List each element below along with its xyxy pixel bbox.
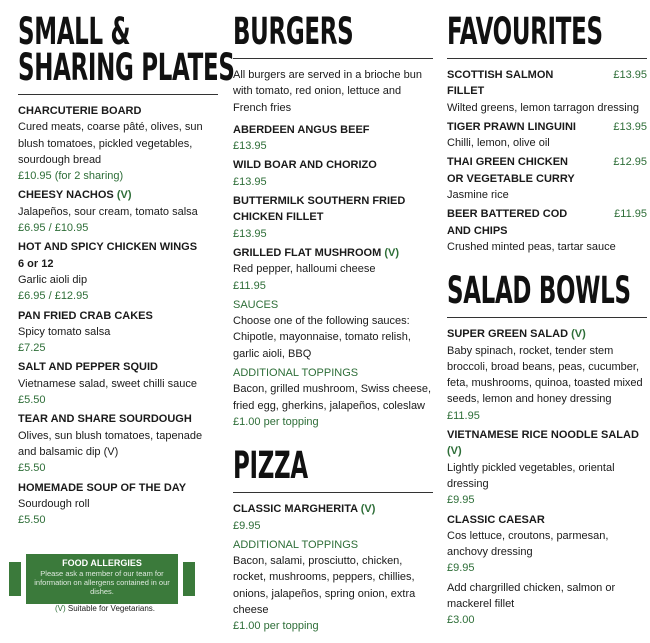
item-name: SUPER GREEN SALAD: [447, 328, 569, 341]
item-price: £5.50: [18, 514, 46, 527]
item-name: SCOTTISH SALMON FILLET: [447, 69, 554, 98]
item-description: Bacon, grilled mushroom, Swiss cheese, fried egg, gherkins, jalapeños, coleslaw: [233, 383, 432, 412]
item-name: PAN FRIED CRAB CAKES: [18, 309, 153, 322]
item-name: HOT AND SPICY CHICKEN WINGS: [18, 241, 198, 254]
item-price: £1.00 per topping: [233, 620, 319, 633]
item-description: Wilted greens, lemon tarragon dressing: [447, 101, 639, 114]
item-description: Spicy tomato salsa: [18, 325, 111, 338]
menu-item: [447, 427, 647, 508]
item-name-line: [233, 193, 433, 226]
menu-item: [233, 157, 433, 190]
item-name: VIETNAMESE RICE NOODLE SALAD: [447, 429, 639, 442]
menu-item: [447, 512, 647, 577]
item-name-line: [233, 245, 433, 261]
item-description: Crushed minted peas, tartar sauce: [447, 240, 616, 253]
item-price: £9.95: [447, 494, 475, 507]
menu-item: [233, 297, 433, 362]
menu-item: [18, 411, 218, 476]
item-header: [447, 119, 647, 135]
item-description: Lightly pickled vegetables, oriental dressing: [447, 461, 615, 490]
ribbon-tail-right: [183, 562, 195, 596]
item-price: £11.95: [447, 409, 480, 422]
vegetarian-mark: (V): [384, 246, 400, 259]
section-heading: [233, 444, 433, 493]
item-description: Jalapeños, sour cream, tomato salsa: [18, 205, 198, 218]
item-header: [447, 154, 647, 187]
food-allergies-banner: [9, 554, 195, 604]
item-name-line: [447, 427, 647, 460]
item-name: CLASSIC MARGHERITA: [233, 503, 358, 516]
item-description: Red pepper, halloumi cheese: [233, 263, 376, 276]
item-description: Cured meats, coarse pâté, olives, sun blush tomatoes, pickled vegetables, sourdough bread: [18, 121, 203, 166]
item-description: Sourdough roll: [18, 497, 90, 510]
section-title-line: SMALL &: [18, 10, 131, 53]
item-price: £9.95: [447, 562, 475, 575]
menu-section: [447, 10, 647, 255]
item-name: SALT AND PEPPER SQUID: [18, 361, 158, 374]
item-subheading: SAUCES: [233, 298, 279, 311]
item-name: ABERDEEN ANGUS BEEF: [233, 123, 370, 136]
menu-item: [447, 326, 647, 424]
item-subheading: ADDITIONAL TOPPINGS: [233, 538, 359, 551]
menu-item: [18, 187, 218, 236]
column-1: [18, 10, 235, 531]
section-title-line: SHARING PLATES: [18, 46, 235, 89]
menu-item: [447, 580, 647, 629]
section-title-line: BURGERS: [233, 10, 354, 53]
item-price: £13.95: [613, 120, 647, 133]
item-description: Chilli, lemon, olive oil: [447, 137, 550, 150]
item-price: £11.95: [614, 208, 647, 221]
item-name-line: [18, 308, 218, 324]
item-price: £6.95 / £12.95: [18, 290, 89, 303]
menu-section: [447, 269, 647, 628]
column-2: [233, 10, 433, 638]
item-name: WILD BOAR AND CHORIZO: [233, 159, 377, 172]
item-name-line: [18, 239, 218, 255]
allergy-title: FOOD ALLERGIES: [62, 558, 142, 568]
item-name-line: [233, 122, 433, 138]
menu-item: [233, 501, 433, 534]
item-name-line: [447, 326, 647, 342]
item-price: £11.95: [233, 279, 266, 292]
item-subheading: ADDITIONAL TOPPINGS: [233, 367, 359, 380]
menu-item: [18, 103, 218, 184]
veg-mark: (V): [54, 604, 66, 613]
item-description: Olives, sun blush tomatoes, tapenade and balsamic dip (V): [18, 429, 203, 458]
allergy-text: Please ask a member of our team for information on allergens contained in our dishes.: [34, 569, 170, 596]
section-heading: [233, 10, 433, 59]
item-name: BUTTERMILK SOUTHERN FRIED CHICKEN FILLET: [233, 195, 406, 224]
item-header: [447, 206, 647, 239]
item-name: CHEESY NACHOS: [18, 189, 114, 202]
item-price: £13.95: [233, 175, 267, 188]
item-name-line: [447, 512, 647, 528]
item-description: Cos lettuce, croutons, parmesan, anchovy dressing: [447, 529, 609, 559]
section-heading: [447, 10, 647, 59]
item-name: GRILLED FLAT MUSHROOM: [233, 246, 382, 259]
item-price: £13.95: [233, 227, 267, 240]
item-description: Jasmine rice: [447, 189, 509, 202]
item-name: HOMEMADE SOUP OF THE DAY: [18, 481, 187, 494]
item-name: CHARCUTERIE BOARD: [18, 105, 142, 117]
vegetarian-mark: (V): [571, 328, 586, 341]
item-description: Vietnamese salad, sweet chilli sauce: [18, 377, 197, 390]
item-name: THAI GREEN CHICKEN OR VEGETABLE CURRY: [447, 156, 575, 185]
menu-item: [18, 480, 218, 529]
section-intro: All burgers are served in a brioche bun with tomato, red onion, lettuce and French fries: [233, 69, 422, 114]
section-title-line: SALAD BOWLS: [447, 269, 631, 313]
menu-item: [18, 308, 218, 357]
item-price: £9.95: [233, 519, 261, 532]
menu-item: [233, 537, 433, 635]
vegetarian-mark: (V): [116, 189, 132, 202]
item-header: [447, 67, 647, 100]
menu-section: [18, 10, 235, 528]
item-name: CLASSIC CAESAR: [447, 513, 545, 526]
item-description: Add chargrilled chicken, salmon or mackerel fillet: [447, 581, 616, 611]
item-price: £10.95 (for 2 sharing): [18, 170, 124, 183]
menu-item: [233, 193, 433, 242]
menu-item: [447, 154, 647, 203]
item-price: £5.50: [18, 394, 46, 407]
menu-item: [233, 245, 433, 294]
menu-section: [233, 10, 433, 430]
menu-item: [18, 239, 218, 304]
menu-item: [233, 365, 433, 430]
section-title-line: PIZZA: [233, 444, 308, 488]
menu-item: [447, 67, 647, 116]
ribbon-tail-left: [9, 562, 21, 596]
item-description: Garlic aioli dip: [18, 273, 88, 286]
item-name: TEAR AND SHARE SOURDOUGH: [18, 413, 192, 426]
section-title-line: FAVOURITES: [447, 10, 603, 53]
item-name: BEER BATTERED COD AND CHIPS: [447, 208, 568, 237]
item-name-line: [18, 480, 218, 496]
item-name: TIGER PRAWN LINGUINI: [447, 120, 576, 133]
item-name-line: [233, 501, 433, 517]
item-name-line: [18, 103, 218, 119]
veg-note-text: Suitable for Vegetarians.: [65, 604, 156, 613]
menu-item: [447, 206, 647, 255]
item-price: £5.50: [18, 462, 46, 475]
item-name-line: [18, 359, 218, 375]
item-name-line: [18, 187, 218, 203]
item-description: Baby spinach, rocket, tender stem broccoli, broad beans, peas, cucumber, feta, mushrooms, quinoa, toasted mixed seeds, lemon and honey dressing: [447, 344, 643, 406]
item-price: £13.95: [613, 69, 647, 81]
item-description: Bacon, salami, prosciutto, chicken, rocket, mushrooms, peppers, chillies, onions, jalapeños, spring onion, extra cheese: [233, 555, 416, 617]
section-heading: [18, 10, 235, 95]
vegetarian-mark: (V): [360, 503, 376, 516]
vegetarian-mark: (V): [447, 445, 462, 458]
menu-item: [233, 122, 433, 155]
item-price: £12.95: [613, 156, 647, 169]
item-price: £13.95: [233, 140, 267, 153]
item-price: £6.95 / £10.95: [18, 222, 89, 235]
menu-item: [18, 359, 218, 408]
item-name-line: [18, 411, 218, 427]
menu-section: [233, 444, 433, 634]
item-price: £3.00: [447, 614, 475, 627]
item-description: Choose one of the following sauces: Chipotle, mayonnaise, tomato relish, garlic aioli, BBQ: [233, 315, 411, 360]
vegetarian-note: [0, 604, 210, 613]
column-3: [447, 10, 647, 632]
item-name-line: [233, 157, 433, 173]
menu-item: [447, 119, 647, 152]
item-portion: 6 or 12: [18, 257, 54, 270]
section-heading: [447, 269, 647, 318]
item-price: £7.25: [18, 342, 46, 355]
item-price: £1.00 per topping: [233, 415, 319, 428]
